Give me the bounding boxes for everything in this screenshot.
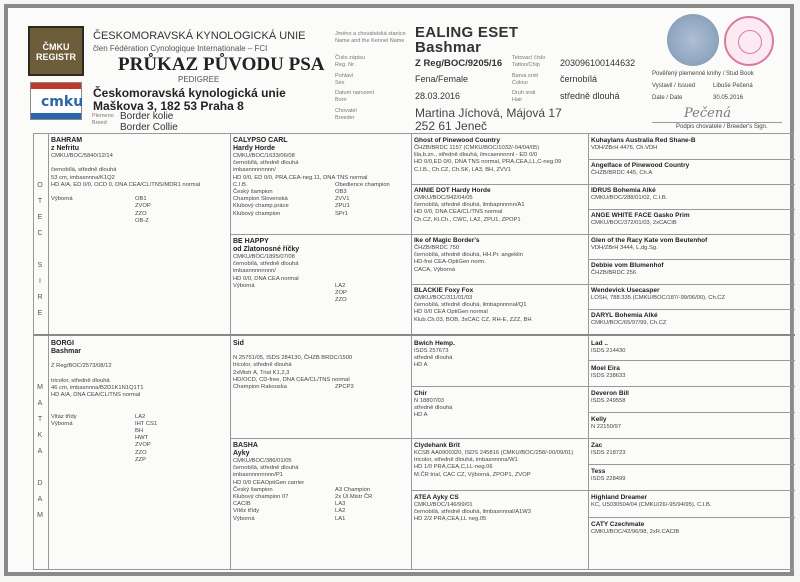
gen4-cell-2: Angelface of Pinewood Country ČHZB/BRDC 445, Ch.A [591,162,690,176]
dog-kennel: Bashmar [415,39,482,56]
studbook-keeper-label: Pověřený plemenné knihy / Stud Book [652,71,754,77]
issuer-name: Českomoravská kynologická unie [93,86,286,100]
gen4-cell-7: Wendevick Usecasper LOSH, 788.335 (CMKU/BOC/187/-99/06/00), Ch.CZ [591,287,726,301]
gen4-cell-15: Highland Dreamer KC, U5030504/04 (CMKU/26/-95/94/95), C.I.B. [591,494,712,508]
gen4-cell-12: Kelly N 22150/97 [591,416,621,430]
gen3-cell-3: Ike of Magic Border's ČHZB/BRDC 750 černobílá, středně dlouhá, HH.Pr. angeklin HD-frei CEA-OptiGen norm. CACA, Výborná [414,237,523,273]
tattoo-number: 203096100144632 [560,58,636,68]
hair-label-cz: Druh srsti [512,90,536,96]
issuer-address: Maškova 3, 182 53 Praha 8 [93,99,244,113]
reg-label-en: Reg. Nr. [335,62,356,68]
gen4-cell-10: Moel Eira ISDS 238633 [591,365,626,379]
gen4-cell-5: Glen of the Racy Kate vom Beutenhof VDH/ZBrH 3444, L,dg.Sg. [591,237,708,251]
breed-label-cz: Plemeno [92,113,114,119]
gen4-cell-16: CATY Czechmate CMKU/BOC/42/96/98, 2xR.CACIB [591,521,680,535]
breed-cz: Border kolie [120,111,174,122]
name-label-en: Name and the Kennel Name [335,38,405,44]
reg-number: Z Reg/BOC/9205/16 [415,58,503,69]
color-label-cz: Barva srsti [512,73,538,79]
breeder-line-2: 252 61 Jeneč [415,119,488,133]
color-value: černobílá [560,74,598,84]
gen4-cell-13: Zac ISDS 218723 [591,442,626,456]
dam-cell: BORGI Bashmar Z Reg/BOC/2573/08/12 tricolor, středně dlouhá 46 cm, imbasnnna/B2D1K1N1Q1T1 HD A/A, DNA CEA/CL/TNS normal Vitáz třídy LA2 Výborná IHT CS1 BH HWT ZVOP ZZO ZZP [51,340,158,463]
gen4-cell-1: Kuhaylans Australia Red Shane-B VDH/ZBrH 4476, Ch.VDH [591,137,696,151]
gen4-cell-14: Tess ISDS 228499 [591,468,626,482]
issued-label: Vystavil / Issued [652,83,696,89]
gen3-cell-1: Ghost of Pinewood Country ČHZB/BRDC 1157 (CMKU/BOC/1032/-04/04/05) lila,b.zn., středně dlouhá, ilmcaennnnnl - ED 0/0 HD 0/0,ED 0/0, DNA TNS normal, PRA,CEA,LL,C-neg.09 C.I.B., Ch.CZ, Ch.SK, LA3, BH, ZVV1 [414,137,562,173]
name-label-cz: Jméno a chovatelská stanice [335,31,406,37]
gen4-cell-3: IDRUS Bohemia Alké CMKU/BOC/288/01/02, C.I.B. [591,187,668,201]
cmku-logo-text: cmku [41,94,84,110]
hair-label-en: Hair [512,97,523,103]
gen3-cell-5: Bwich Hemp. ISDS 257673 středně dlouhá HD A [414,340,455,369]
doc-title: PRŮKAZ PŮVODU PSA [118,54,325,75]
issued-by: Libuše Pečená [713,83,753,89]
sex-label-cz: Pohlaví [335,73,354,79]
gen3-cell-8: ATEA Ayky CS CMKU/BOC/146/99/01 černobílá, středně dlouhá, ilmbasnnnal/A1W3 HD 2/2 PRA,CEA,LL neg.05 [414,494,531,523]
club-stamp-icon [724,16,774,66]
breeder-sign-label: Podpis chovatele / Breeder's Sign. [676,124,768,130]
gen3-cell-2: ANNIE DOT Hardy Horde CMKU/BOC/942/04/05 černobílá, středně dlouhá, ilmbapnnnnn/A1 HD 0/0, DNA CEA/CL/TNS normal Ch.CZ, Kl.Ch., CWC, LA2, ZPU1, ZPOP1 [414,187,525,223]
tattoo-label-en: Tattoo/Chip [512,62,540,68]
sire-side-label: O T E C S I R E [37,182,43,317]
breeder-label-cz: Chovatel [335,108,357,114]
breed-label-en: Breed [92,120,107,126]
dob-label-cz: Datum narození [335,90,375,96]
gen2-cell-3: Sid N 25751/05, ISDS 284130, ČHZB BRDC/1500 tricolor, středně dlouhá 2xMistr A, Trial K1,2,3 HD/OCD, CD-free, DNA CEA/CL/TNS normal Champion Rakouska ZPCP3 [233,340,354,391]
cmku-registr-logo-icon [28,26,84,76]
dob-value: 28.03.2016 [415,91,461,101]
logo-line-2: REGISTR [35,52,76,62]
gen2-cell-1: CALYPSO CARL Hardy Horde CMKU/BOC/1633/06/08 černobílá, středně dlouhá imbasnnnnnnnn/ HD 0/0, ED 0/0, PRA,CEA-neg.11, DNA TNS normal C.I.B. Obedience champion Český šampion OB3 Champion Slovenská ZVV1 Klubový champ.práce ZPU1 Klubový champion SPr1 [233,137,390,217]
gen4-cell-8: DARYL Bohemia Alké CMKU/BOC/65/97/99, Ch.CZ [591,312,667,326]
sex-value: Fena/Female [415,74,469,84]
gen4-cell-4: ANGE WHITE FACE Gasko Prim CMKU/BOC/372/01/03, 2xCACIB [591,212,690,226]
reg-label-cz: Číslo zápisu [335,55,365,61]
issued-date: 30.05.2016 [713,95,744,101]
dob-label-en: Born [335,97,347,103]
gen3-cell-4: BLACKIE Foxy Fox CMKU/BOC/311/01/03 černobílá, středně dlouhá, ilmbapnnnnal/Q1 HD 0/0 CEA OptiGen normal Klub.Ch.03, BOB, 3xCAC CZ, RH-E, ZZZ, BH [414,287,532,323]
sex-label-en: Sex [335,80,345,86]
hair-value: středně dlouhá [560,91,620,101]
color-label-en: Colour [512,80,529,86]
gen4-cell-11: Deveron Bill ISDS 249558 [591,390,629,404]
signature-line [652,122,782,123]
gen3-cell-7: Clydehank Brit KCSB AA0900320, ISDS 245816 (CMKU/BOC/258/-00/09/01) tricolor, středně dlouhá, imbasnnnna/W1 HD 1/0 PRA,CEA,C,LL-neg.06 M.ČR trial, CAC CZ, Výborná, ZPOP1, ZVOP [414,442,574,478]
dam-side-label: M A T K A D A M [37,384,43,519]
gen4-cell-9: Lad .. ISDS 214430 [591,340,626,354]
gen2-cell-2: BE HAPPY od Zlatonosné říčky CMKU/BOC/1895/07/08 černobílá, středně dlouhá imbasnnnnnnnn/ HD 0/0, DNA CEA normal Výborná LA2 ZOP ZZO [233,238,347,304]
registry-stamp-icon [667,14,719,66]
gen3-cell-6: Chir N 18807/03 středně dlouhá HD A [414,390,453,419]
cmku-logo-icon [30,82,82,120]
logo-line-1: ČMKU [42,42,70,52]
signature: Pečená [684,106,731,121]
gen4-cell-6: Debbie vom Blumenhof ČHZB/BRDC 256 [591,262,664,276]
dog-name: EALING ESET [415,24,519,41]
doc-subtitle: PEDIGREE [178,75,220,84]
breed-en: Border Collie [120,122,178,133]
breeder-label-en: Breeder [335,115,355,121]
org-name: ČESKOMORAVSKÁ KYNOLOGICKÁ UNIE [93,30,306,42]
breeder-line-1: Martina Jíchová, Májová 17 [415,106,562,120]
tattoo-label-cz: Tetovací číslo [512,55,546,61]
gen2-cell-4: BASHA Ayky CMKU/BOC/386/01/05 černobílá, středně dlouhá imbasnnnnnnnn/P1 HD 0/0 CEAOptiGen carrier Český šampion A3 Champion Klubový champion 07 2x Úl.Mistr ČR CACIB LA3 Vítěz třídy LA2 Výborná LA1 [233,442,373,522]
date-label: Date / Date [652,95,683,101]
org-member: člen Fédération Cynologique Internationale – FCI [93,44,268,53]
sire-cell: BAHRAM z Nefritu CMKU/BOC/5840/12/14 černobílá, středně dlouhá 53 cm, imbasnnna/K1Q2 HD A/A, ED 0/0, OCD 0, DNA CEA/CL/TNS/MDR1 normal Výborná OB1 ZVOP ZZO OB-Z [51,137,201,224]
